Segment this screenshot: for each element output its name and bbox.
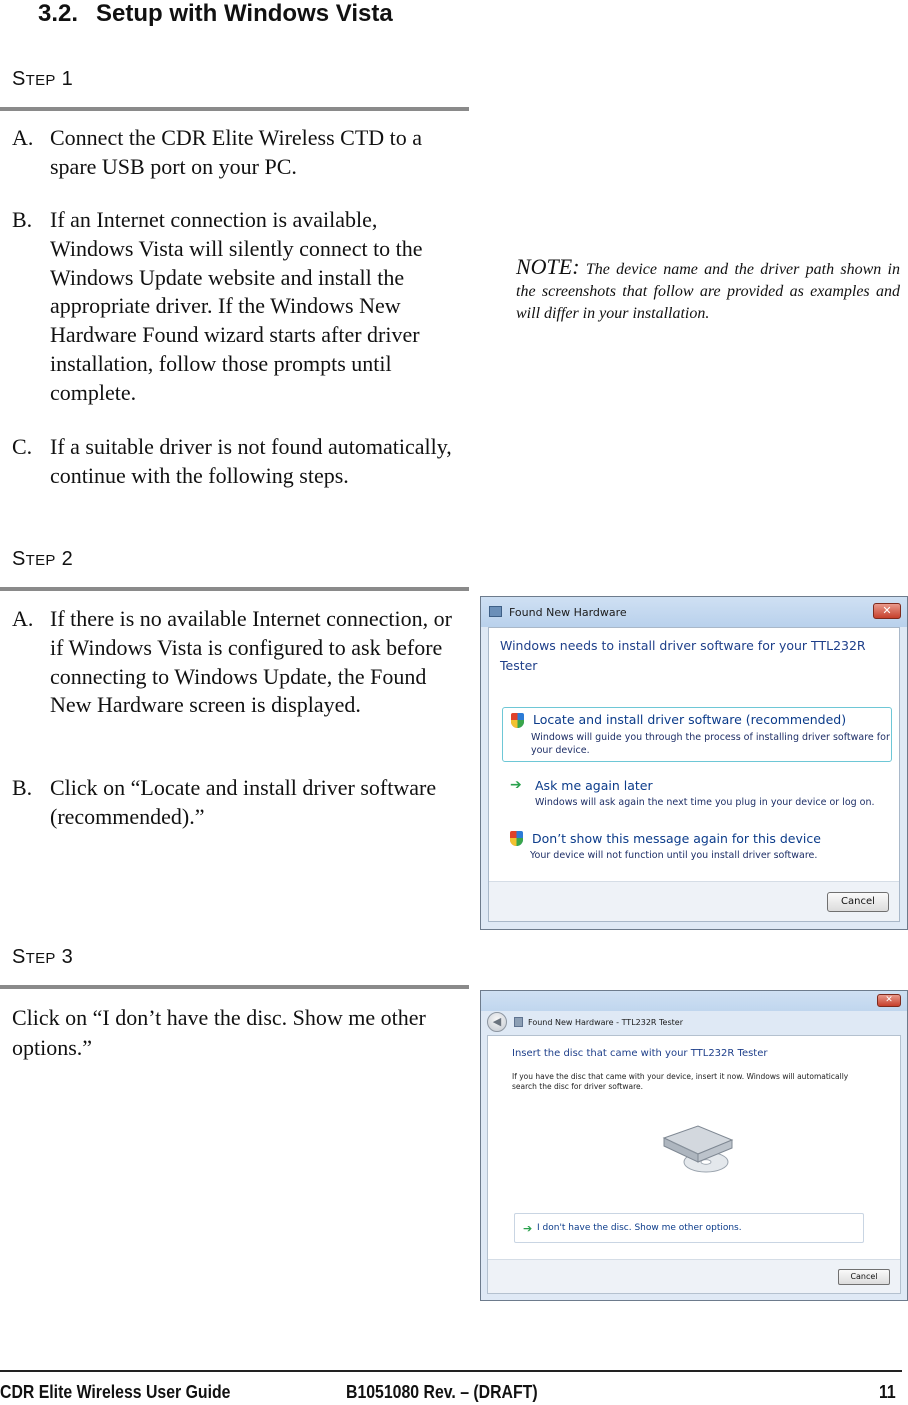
step-3-instruction: Click on “I don’t have the disc. Show me other options.” (12, 1005, 426, 1060)
dialog-title: Found New Hardware (509, 606, 627, 619)
section-title (38, 0, 393, 28)
step-2-item-b: B. Click on “Locate and install driver software (recommended).” (12, 775, 437, 829)
option-title: Locate and install driver software (recommended) (533, 712, 847, 727)
note-lead: NOTE: (516, 254, 580, 279)
option-description: Windows will guide you through the process of installing driver software for your device. (531, 732, 890, 756)
dialog-titlebar (481, 991, 907, 1011)
found-new-hardware-dialog (480, 596, 908, 930)
step-3-divider (0, 985, 469, 989)
dialog-body (488, 627, 900, 922)
step-1-divider (0, 107, 469, 111)
shield-icon (510, 831, 523, 846)
step-2-divider (0, 587, 469, 591)
section-title-text: Setup with Windows Vista (96, 0, 393, 27)
insert-disc-dialog (480, 990, 908, 1301)
option-title: Ask me again later (535, 778, 653, 793)
ask-later-option[interactable] (502, 775, 892, 811)
step-3-heading: STEP 3 (12, 946, 74, 968)
close-button[interactable]: ✕ (873, 603, 901, 619)
step-2-heading: STEP 2 (12, 548, 74, 570)
dont-show-option[interactable] (502, 828, 892, 864)
dialog-footer (489, 881, 899, 921)
footer-page-number: 11 (879, 1382, 896, 1402)
dialog-title: Found New Hardware - TTL232R Tester (528, 1018, 683, 1027)
option-description: Windows will ask again the next time you plug in your device or log on. (535, 797, 875, 808)
locate-install-option[interactable] (502, 707, 892, 762)
dialog-heading: Insert the disc that came with your TTL232R Tester (512, 1048, 768, 1059)
hardware-icon (514, 1017, 523, 1027)
option-title: I don't have the disc. Show me other options. (537, 1223, 742, 1233)
footer-doc-number: B1051080 Rev. – (DRAFT) (346, 1382, 538, 1402)
disc-drive-icon (658, 1116, 738, 1180)
cancel-button[interactable]: Cancel (838, 1269, 890, 1285)
dialog-description: If you have the disc that came with your device, insert it now. Windows will automatically search the disc for driver software. (512, 1072, 849, 1091)
note (516, 256, 900, 325)
hardware-icon (489, 606, 502, 617)
option-description: Your device will not function until you install driver software. (530, 850, 818, 861)
note-text: The device name and the driver path shown in the screenshots that follow are provided as examples and will differ in your installation. (516, 261, 900, 322)
cancel-button[interactable]: Cancel (827, 892, 889, 912)
no-disc-option[interactable] (514, 1213, 864, 1243)
green-arrow-icon: ➔ (510, 777, 522, 793)
step-2-item-a: A. If there is no available Internet connection, or if Windows Vista is configured to ask before connecting to Windows Update, the Found New Hardware screen is displayed. (12, 606, 452, 718)
dialog-titlebar (481, 597, 907, 627)
section-number: 3.2. (38, 0, 79, 27)
step-1-item-b: B. If an Internet connection is available, Windows Vista will silently connect to the Windows Update website and install the appropriate driver. If the Windows New Hardware Found wizard starts after driver installation, follow those prompts until complete. (12, 207, 423, 405)
step-1-item-c: C. If a suitable driver is not found automatically, continue with the following steps. (12, 434, 452, 488)
green-arrow-icon: ➔ (523, 1222, 533, 1235)
footer-guide-title: CDR Elite Wireless User Guide (0, 1382, 231, 1402)
dialog-body (487, 1035, 901, 1294)
step-1-heading: STEP 1 (12, 68, 74, 90)
step-1-item-a: A. Connect the CDR Elite Wireless CTD to a spare USB port on your PC. (12, 125, 423, 179)
footer-divider (0, 1370, 902, 1372)
dialog-navbar (481, 1011, 907, 1035)
dialog-footer (488, 1259, 900, 1293)
dialog-heading: Windows needs to install driver software for your TTL232R Tester (500, 638, 866, 673)
close-button[interactable]: ✕ (877, 994, 901, 1007)
back-button[interactable]: ◀ (487, 1012, 507, 1032)
option-title: Don’t show this message again for this device (532, 831, 821, 846)
shield-icon (511, 713, 524, 728)
